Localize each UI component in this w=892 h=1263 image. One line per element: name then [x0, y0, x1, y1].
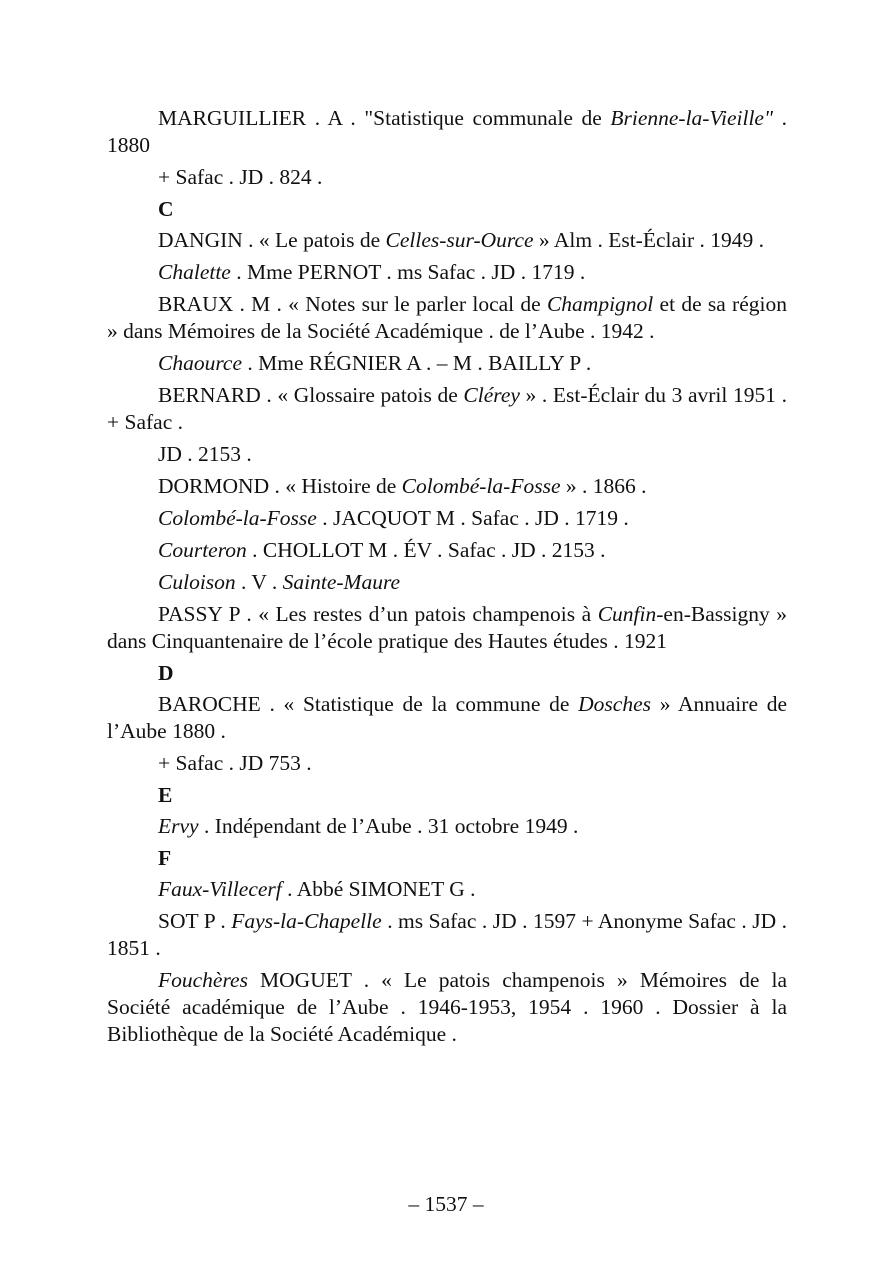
- page-body: [107, 105, 787, 1053]
- bibliography-entry: [107, 259, 787, 286]
- entry-text: F: [158, 846, 172, 870]
- entry-text: » Alm . Est-Éclair . 1949 .: [533, 228, 765, 252]
- entry-text: . Abbé SIMONET G .: [281, 877, 476, 901]
- italic-text: Courteron: [158, 538, 247, 562]
- entry-text: » . 1866 .: [560, 474, 647, 498]
- italic-text: Colombé-la-Fosse: [158, 506, 317, 530]
- entry-text: BAROCHE . « Statistique de la commune de: [158, 692, 579, 716]
- section-letter: [107, 196, 787, 223]
- entry-text: . 1880: [107, 106, 787, 157]
- entry-text: » . Est-Éclair du 3 avril 1951 . + Safac .: [107, 383, 787, 434]
- entry-text: + Safac . JD 753 .: [158, 751, 312, 775]
- bibliography-entry: [107, 750, 787, 777]
- bibliography-entry: [107, 473, 787, 500]
- bibliography-entry: [107, 537, 787, 564]
- bibliography-entry: [107, 441, 787, 468]
- bibliography-entry: [107, 569, 787, 596]
- italic-text: Brienne-la-Vieille": [610, 106, 774, 130]
- bibliography-entry: [107, 967, 787, 1048]
- entry-text: BRAUX . M . « Notes sur le parler local de: [158, 292, 547, 316]
- entry-text: . ms Safac . JD . 1597 + Anonyme Safac . JD . 1851 .: [107, 909, 787, 960]
- italic-text: Champignol: [546, 292, 654, 316]
- entry-text: . CHOLLOT M . ÉV . Safac . JD . 2153 .: [246, 538, 606, 562]
- entry-text: BERNARD . « Glossaire patois de: [158, 383, 464, 407]
- entry-text: MOGUET . « Le patois champenois » Mémoires de la Société académique de l’Aube . 1946-1953, 1954 . 1960 . Dossier à la Bibliothèque de la Société Académique .: [107, 968, 787, 1046]
- entry-text: -en-Bassigny » dans Cinquantenaire de l’école pratique des Hautes études . 1921: [107, 602, 787, 653]
- bibliography-entry: [107, 505, 787, 532]
- italic-text: Fouchères: [158, 968, 248, 992]
- section-letter: [107, 782, 787, 809]
- page-number: – 1537 –: [408, 1192, 484, 1216]
- bibliography-entry: [107, 105, 787, 159]
- bibliography-entry: [107, 227, 787, 254]
- entry-text: . JACQUOT M . Safac . JD . 1719 .: [316, 506, 629, 530]
- entry-text: JD . 2153 .: [158, 442, 252, 466]
- entry-text: DORMOND . « Histoire de: [158, 474, 402, 498]
- entry-text: PASSY P . « Les restes d’un patois champenois à: [158, 602, 598, 626]
- entry-text: et de sa région » dans Mémoires de la Société Académique . de l’Aube . 1942 .: [107, 292, 787, 343]
- italic-text: Clérey: [463, 383, 520, 407]
- italic-text: Colombé-la-Fosse: [401, 474, 561, 498]
- bibliography-entry: [107, 350, 787, 377]
- bibliography-entry: [107, 382, 787, 436]
- bibliography-entry: [107, 164, 787, 191]
- entry-text: . Indépendant de l’Aube . 31 octobre 1949 .: [198, 814, 579, 838]
- italic-text: Celles-sur-Ource: [385, 228, 534, 252]
- italic-text: Sainte-Maure: [282, 570, 401, 594]
- bibliography-entry: [107, 908, 787, 962]
- section-letter: [107, 845, 787, 872]
- entry-text: E: [158, 783, 173, 807]
- entry-text: MARGUILLIER . A . "Statistique communale de: [158, 106, 611, 130]
- entry-text: C: [158, 197, 174, 221]
- italic-text: Faux-Villecerf: [158, 877, 282, 901]
- italic-text: Chaource: [158, 351, 242, 375]
- italic-text: Cunfin: [597, 602, 657, 626]
- italic-text: Culoison: [158, 570, 236, 594]
- entry-text: SOT P .: [158, 909, 232, 933]
- entry-text: + Safac . JD . 824 .: [158, 165, 323, 189]
- bibliography-entry: [107, 601, 787, 655]
- bibliography-entry: [107, 876, 787, 903]
- italic-text: Ervy: [158, 814, 199, 838]
- italic-text: Chalette: [158, 260, 231, 284]
- section-letter: [107, 660, 787, 687]
- entry-text: » Annuaire de l’Aube 1880 .: [107, 692, 787, 743]
- bibliography-entry: [107, 291, 787, 345]
- entry-text: . Mme RÉGNIER A . – M . BAILLY P .: [242, 351, 592, 375]
- bibliography-entry: [107, 813, 787, 840]
- entry-text: . V .: [235, 570, 283, 594]
- bibliography-entry: [107, 691, 787, 745]
- italic-text: Fays-la-Chapelle: [231, 909, 382, 933]
- entry-text: DANGIN . « Le patois de: [158, 228, 386, 252]
- entry-text: . Mme PERNOT . ms Safac . JD . 1719 .: [230, 260, 586, 284]
- entry-text: D: [158, 661, 174, 685]
- italic-text: Dosches: [578, 692, 652, 716]
